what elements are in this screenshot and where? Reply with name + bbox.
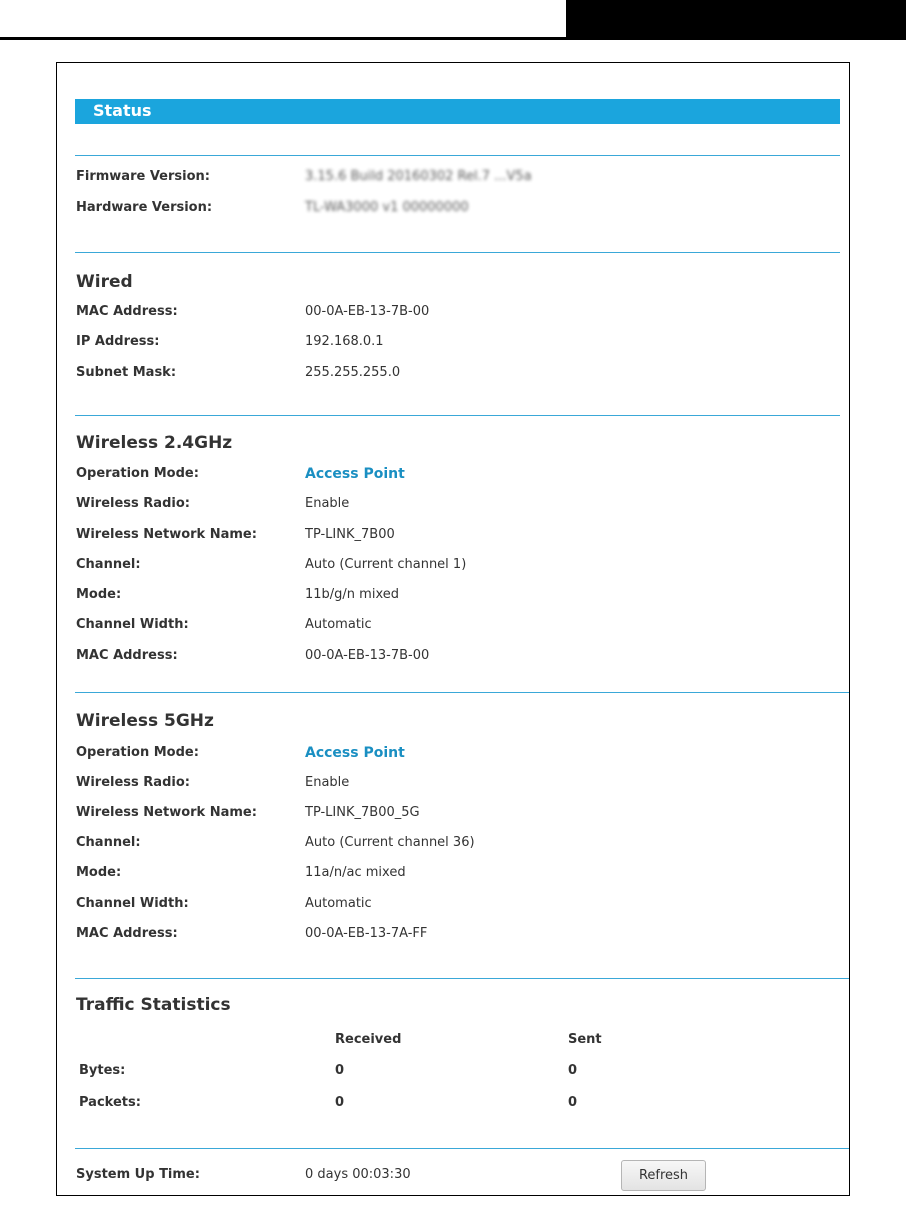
status-header <box>75 99 840 124</box>
divider <box>75 692 849 693</box>
system-up-time-value: 0 days 00:03:30 <box>305 1167 411 1182</box>
traffic-bytes-sent: 0 <box>568 1063 578 1078</box>
firmware-version-label: Firmware Version: <box>76 169 210 184</box>
wireless24-radio-label: Wireless Radio: <box>76 496 190 511</box>
wireless5-channel-width-value: Automatic <box>305 896 372 911</box>
hardware-version-label: Hardware Version: <box>76 200 213 215</box>
wireless5-mac-label: MAC Address: <box>76 926 178 941</box>
header-rule <box>0 37 566 40</box>
divider <box>75 155 840 156</box>
wired-subnet-value: 255.255.255.0 <box>305 365 401 380</box>
wireless24-title: Wireless 2.4GHz <box>76 433 233 453</box>
divider <box>75 415 840 416</box>
wireless24-ssid-label: Wireless Network Name: <box>76 527 257 542</box>
wireless24-channel-width-label: Channel Width: <box>76 617 189 632</box>
wireless24-channel-width-value: Automatic <box>305 617 372 632</box>
refresh-button[interactable]: Refresh <box>621 1160 706 1191</box>
wireless5-channel-label: Channel: <box>76 835 141 850</box>
traffic-bytes-label: Bytes: <box>79 1063 126 1078</box>
wireless5-ssid-value: TP-LINK_7B00_5G <box>305 805 420 820</box>
wireless5-radio-label: Wireless Radio: <box>76 775 190 790</box>
divider <box>75 1148 849 1149</box>
wireless24-mode-label: Mode: <box>76 587 122 602</box>
wireless5-ssid-label: Wireless Network Name: <box>76 805 257 820</box>
wired-subnet-label: Subnet Mask: <box>76 365 177 380</box>
wireless24-channel-value: Auto (Current channel 1) <box>305 557 467 572</box>
header-block <box>566 0 906 40</box>
wireless24-mac-value: 00-0A-EB-13-7B-00 <box>305 648 430 663</box>
hardware-version-value: TL-WA3000 v1 00000000 <box>305 200 469 215</box>
wireless24-operation-mode-label: Operation Mode: <box>76 466 199 481</box>
wired-ip-label: IP Address: <box>76 334 160 349</box>
traffic-statistics-title: Traffic Statistics <box>76 995 231 1015</box>
traffic-packets-received: 0 <box>335 1095 345 1110</box>
wireless5-operation-mode-label: Operation Mode: <box>76 745 199 760</box>
traffic-bytes-received: 0 <box>335 1063 345 1078</box>
traffic-packets-sent: 0 <box>568 1095 578 1110</box>
wired-ip-value: 192.168.0.1 <box>305 334 384 349</box>
wireless24-mac-label: MAC Address: <box>76 648 178 663</box>
traffic-received-header: Received <box>335 1032 402 1047</box>
wired-mac-value: 00-0A-EB-13-7B-00 <box>305 304 430 319</box>
wireless5-operation-mode-value: Access Point <box>305 745 405 761</box>
divider <box>75 252 840 253</box>
wireless5-mode-label: Mode: <box>76 865 122 880</box>
traffic-packets-label: Packets: <box>79 1095 141 1110</box>
wireless24-mode-value: 11b/g/n mixed <box>305 587 399 602</box>
wireless24-channel-label: Channel: <box>76 557 141 572</box>
wireless5-radio-value: Enable <box>305 775 350 790</box>
wireless24-operation-mode-value: Access Point <box>305 466 405 482</box>
wireless5-mac-value: 00-0A-EB-13-7A-FF <box>305 926 428 941</box>
traffic-sent-header: Sent <box>568 1032 602 1047</box>
wired-mac-label: MAC Address: <box>76 304 178 319</box>
wireless24-radio-value: Enable <box>305 496 350 511</box>
wireless24-ssid-value: TP-LINK_7B00 <box>305 527 395 542</box>
wireless5-channel-value: Auto (Current channel 36) <box>305 835 475 850</box>
wired-title: Wired <box>76 272 133 292</box>
wireless5-mode-value: 11a/n/ac mixed <box>305 865 406 880</box>
wireless5-channel-width-label: Channel Width: <box>76 896 189 911</box>
wireless5-title: Wireless 5GHz <box>76 711 214 731</box>
firmware-version-value: 3.15.6 Build 20160302 Rel.7 ...V5a <box>305 169 532 184</box>
divider <box>75 978 849 979</box>
system-up-time-label: System Up Time: <box>76 1167 200 1182</box>
status-title: Status <box>93 101 152 120</box>
